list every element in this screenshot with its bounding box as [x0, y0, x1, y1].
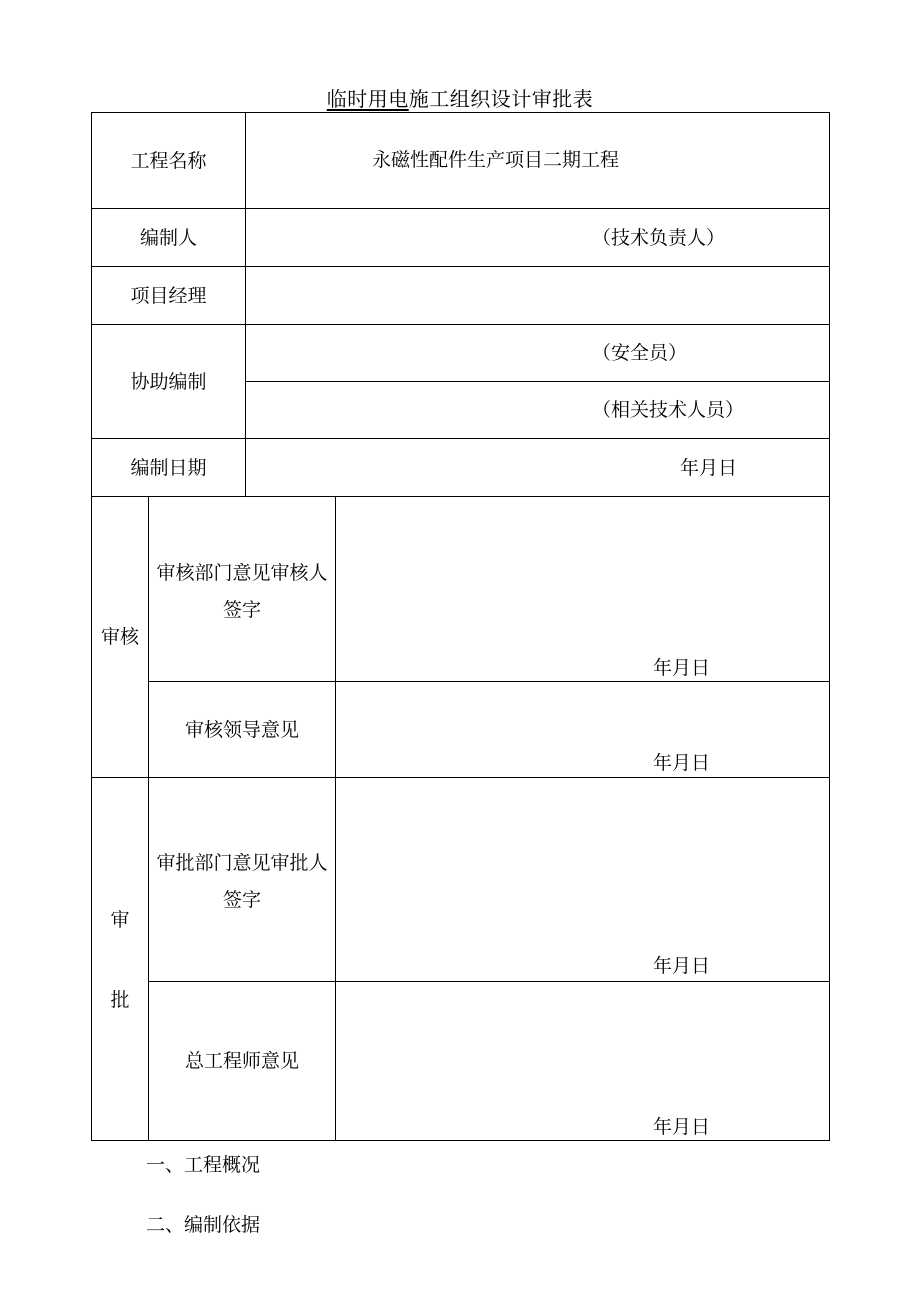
approve-dept-label: [149, 845, 335, 919]
project-name-value: 永磁性配件生产项目二期工程: [372, 149, 620, 171]
approve-group-label-1: 审: [110, 909, 130, 931]
assist-label: 协助编制: [130, 370, 207, 393]
title-rest: 施工组织设计审批表: [408, 87, 594, 111]
project-name-label: 工程名称: [130, 149, 207, 172]
section-heading-basis: 二、编制依据: [146, 1214, 261, 1236]
date-value: 年月日: [680, 457, 738, 479]
row-line-assist-split: [245, 381, 830, 382]
compiler-label: 编制人: [139, 226, 197, 249]
project-manager-label: 项目经理: [130, 284, 207, 307]
approve-group-label-2: 批: [110, 989, 130, 1011]
review-leader-date: 年月日: [653, 752, 711, 774]
assist-safety-note: （安全员）: [592, 342, 688, 364]
approve-engineer-label: 总工程师意见: [184, 1050, 299, 1072]
assist-tech-note: （相关技术人员）: [592, 399, 745, 421]
date-label: 编制日期: [130, 456, 207, 479]
border-bottom: [91, 1140, 830, 1141]
review-dept-date: 年月日: [653, 657, 711, 679]
approve-dept-label-text: 审批部门意见审批人签字: [156, 852, 328, 911]
project-name-cell: [246, 113, 829, 208]
form-title: [0, 86, 920, 112]
col-divider-label: [335, 496, 336, 1141]
approve-dept-date: 年月日: [653, 955, 711, 977]
review-dept-label-text: 审核部门意见审核人签字: [156, 562, 328, 621]
row-line-review-approve: [91, 777, 830, 778]
section-heading-overview: 一、工程概况: [146, 1154, 261, 1176]
review-leader-label: 审核领导意见: [184, 718, 299, 741]
row-line-5: [91, 496, 830, 497]
title-underlined: 临时用电: [326, 87, 409, 111]
review-dept-label: [149, 555, 335, 629]
approve-engineer-date: 年月日: [653, 1116, 711, 1138]
compiler-note: （技术负责人）: [592, 227, 726, 249]
review-group-label: 审核: [100, 626, 139, 648]
